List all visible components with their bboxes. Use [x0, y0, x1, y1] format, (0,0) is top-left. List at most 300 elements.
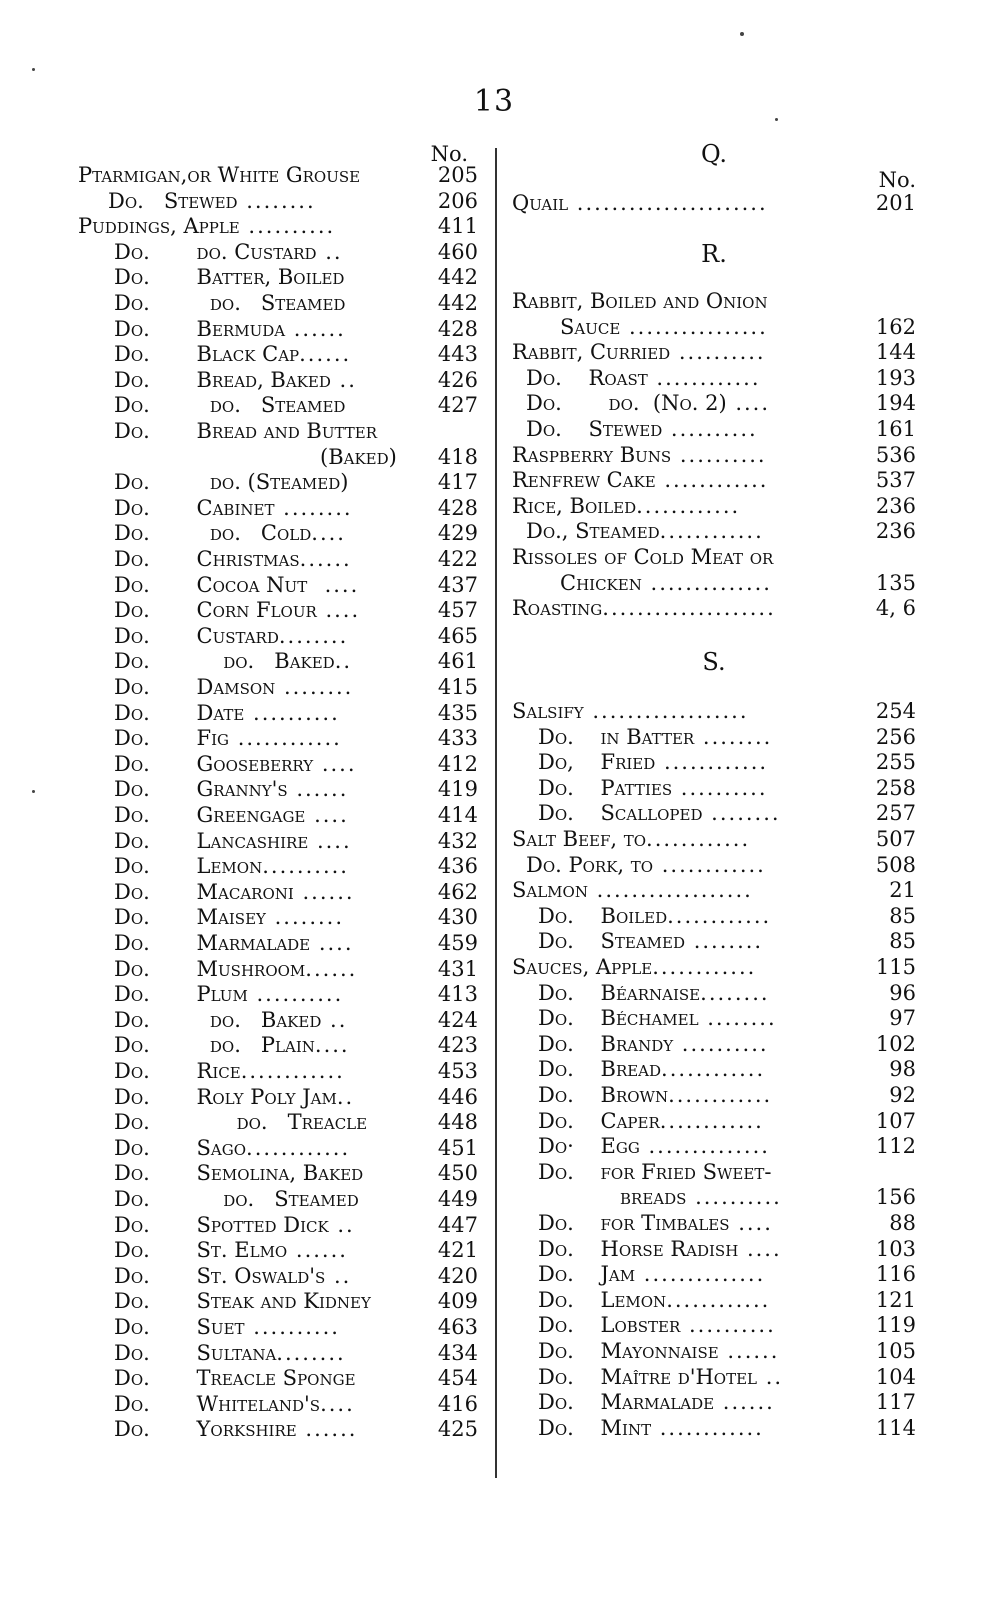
leader-dots: ......	[296, 1417, 358, 1442]
index-entry	[560, 570, 916, 596]
index-entry	[78, 162, 478, 188]
entry-label	[114, 853, 430, 879]
entry-label	[526, 852, 868, 878]
entry-label	[114, 725, 430, 751]
index-entry	[114, 290, 478, 316]
entry-number: 430	[437, 905, 478, 930]
entry-title: Do. Corn Flour	[114, 598, 317, 623]
entry-title: Do. do. (Steamed)	[114, 470, 349, 495]
entry-label	[114, 1237, 430, 1263]
entry-number: 411	[437, 214, 478, 239]
leader-dots: ....	[726, 391, 771, 416]
entry-title: Do. Bread and Butter	[114, 419, 378, 443]
leader-dots: ......	[293, 879, 355, 904]
leader-dots: ....	[313, 751, 357, 776]
leader-dots: ................	[620, 314, 768, 339]
entry-title: Do. Jam	[538, 1262, 636, 1287]
leader-dots: ..........	[673, 1031, 769, 1056]
entry-label	[538, 1056, 868, 1082]
entry-title: Do. for Timbales	[538, 1211, 730, 1235]
index-entry	[526, 852, 916, 878]
entry-number: 88	[889, 1211, 916, 1235]
entry-title: Rabbit, Curried	[512, 340, 671, 365]
entry-title: Do. Roast	[526, 365, 648, 390]
index-entry	[114, 1288, 478, 1314]
index-entry	[512, 339, 916, 365]
entry-number: 119	[875, 1313, 916, 1338]
entry-title: Do. Horse Radish	[538, 1236, 739, 1261]
entry-title: Do. Boiled	[538, 903, 668, 928]
entry-title: Rice, Boiled	[512, 493, 637, 518]
entry-number: 461	[437, 649, 478, 674]
index-entry	[512, 595, 916, 621]
entry-number: 431	[437, 956, 478, 981]
entry-title: Do. Greengage	[114, 803, 306, 827]
index-entry	[538, 980, 916, 1006]
entry-label	[114, 1212, 430, 1238]
entry-number: 429	[437, 521, 478, 546]
entry-title: Do. Lobster	[538, 1313, 681, 1338]
entry-number: 105	[875, 1339, 916, 1363]
entry-title: Do. do. Baked	[114, 649, 335, 674]
entry-label	[114, 930, 430, 956]
index-entry	[114, 802, 478, 828]
leader-dots: ..	[757, 1364, 784, 1389]
leader-dots: ............	[651, 1415, 764, 1440]
index-entry	[114, 853, 478, 879]
index-entry	[114, 776, 478, 802]
entry-label	[114, 1160, 430, 1186]
section-letter: R.	[701, 240, 727, 268]
section-letter: Q.	[700, 140, 728, 168]
section-letter: S.	[702, 648, 726, 676]
index-entry	[560, 314, 916, 340]
index-entry	[538, 749, 916, 775]
entry-title: Do. Whiteland's	[114, 1391, 321, 1416]
entry-title: Do. do. (No. 2)	[526, 391, 727, 416]
entry-title: (Baked)	[320, 444, 397, 469]
entry-label	[114, 956, 430, 982]
leader-dots: ..................	[587, 878, 753, 903]
entry-label	[114, 1186, 430, 1212]
leader-dots: ............	[668, 1083, 773, 1107]
entry-title: Rabbit, Boiled and Onion	[512, 289, 768, 313]
entry-label	[512, 954, 868, 980]
index-entry	[538, 1108, 916, 1134]
index-entry	[114, 879, 478, 905]
entry-label	[538, 928, 868, 954]
index-entry	[538, 1415, 916, 1441]
entry-label	[320, 444, 430, 470]
entry-number: 446	[437, 1084, 478, 1109]
index-entry	[526, 365, 916, 391]
entry-label	[538, 724, 868, 750]
entry-number: 193	[875, 365, 916, 390]
print-speck	[32, 790, 35, 793]
entry-title: Do. Fig	[114, 726, 230, 751]
leader-dots: ..........	[671, 442, 767, 467]
index-entry	[538, 1338, 916, 1364]
index-entry	[114, 1416, 478, 1442]
index-entry	[538, 1031, 916, 1057]
entry-title: Do. Damson	[114, 675, 276, 699]
index-entry	[538, 1159, 916, 1185]
print-speck	[32, 68, 35, 71]
index-entry	[538, 1133, 916, 1159]
leader-dots: ..........	[662, 417, 758, 441]
entry-label	[538, 980, 868, 1006]
leader-dots: ........	[694, 724, 773, 749]
entry-label	[512, 339, 868, 365]
leader-dots: ............	[655, 468, 769, 493]
index-entry	[114, 572, 478, 598]
leader-dots: ........	[275, 675, 354, 699]
entry-title: Renfrew Cake	[512, 468, 656, 493]
leader-dots: ....	[307, 572, 360, 597]
entry-title: Do., Steamed	[526, 519, 660, 544]
entry-title: Do. Scalloped	[538, 801, 703, 826]
entry-title: Do. Roly Poly Jam	[114, 1084, 337, 1109]
index-entry	[526, 518, 916, 544]
index-entry	[114, 418, 478, 444]
entry-label	[538, 800, 868, 826]
entry-number: 415	[437, 675, 478, 699]
entry-title: Do. Semolina, Baked	[114, 1161, 364, 1186]
index-entry	[114, 1032, 478, 1058]
entry-number: 435	[437, 700, 478, 725]
entry-number: 428	[437, 316, 478, 341]
leader-dots: ..............	[641, 570, 772, 595]
entry-number: 412	[437, 751, 478, 776]
index-entry	[538, 1056, 916, 1082]
leader-dots: ............	[246, 1135, 351, 1160]
entry-label	[538, 775, 868, 801]
entry-label	[78, 213, 430, 239]
entry-number: 451	[437, 1135, 478, 1160]
entry-number: 421	[437, 1238, 478, 1263]
leader-dots: ..........	[686, 1185, 782, 1210]
entry-title: Do. do. Custard	[114, 239, 317, 264]
entry-number: 453	[437, 1059, 478, 1083]
leader-dots: ............	[655, 750, 769, 775]
entry-title: Do. do. Cold	[114, 521, 312, 546]
entry-number: 425	[437, 1417, 478, 1442]
leader-dots: ....	[311, 521, 346, 546]
entry-number: 443	[437, 342, 478, 367]
index-entry	[114, 674, 478, 700]
number-column-header: No.	[878, 168, 916, 192]
entry-number: 537	[875, 468, 916, 493]
entry-number: 447	[437, 1212, 478, 1237]
entry-title: Rissoles of Cold Meat or	[512, 545, 774, 569]
index-entry	[114, 495, 478, 521]
index-entry	[512, 954, 916, 980]
leader-dots: ..	[316, 239, 343, 264]
index-entry	[512, 698, 916, 724]
index-entry	[114, 751, 478, 777]
entry-title: Do. Spotted Dick	[114, 1212, 329, 1237]
entry-title: Do. Plum	[114, 982, 248, 1007]
entry-label	[114, 546, 430, 572]
index-entry	[114, 1365, 478, 1391]
entry-title: Do. Marmalade	[538, 1390, 715, 1415]
entry-label	[114, 802, 430, 828]
entry-label	[114, 469, 430, 495]
leader-dots: ....	[320, 1391, 355, 1416]
entry-label	[108, 188, 430, 214]
entry-number: 255	[875, 750, 916, 775]
index-entry	[512, 826, 916, 852]
leader-dots: ..........	[262, 854, 349, 879]
entry-label	[114, 264, 430, 290]
leader-dots: ........	[274, 495, 353, 520]
entry-title: Do· Egg	[538, 1134, 640, 1159]
entry-number: 85	[889, 929, 916, 954]
entry-number: 115	[875, 955, 916, 979]
entry-number: 427	[437, 393, 478, 418]
entry-number: 454	[437, 1366, 478, 1391]
entry-label	[114, 674, 430, 700]
entry-label	[538, 903, 868, 929]
leader-dots: ..................	[583, 699, 749, 723]
leader-dots: ....	[308, 828, 352, 853]
entry-label	[114, 776, 430, 802]
entry-label	[538, 1108, 868, 1134]
entry-title: Do. do. Steamed	[114, 393, 346, 418]
entry-label	[512, 190, 868, 216]
entry-number: 162	[875, 314, 916, 339]
entry-title: Do. Date	[114, 700, 245, 725]
entry-number: 418	[437, 444, 478, 469]
entry-label	[114, 904, 430, 930]
leader-dots: ..	[328, 1212, 355, 1237]
index-entry	[114, 264, 478, 290]
entry-label	[538, 1287, 868, 1313]
index-entry	[620, 1184, 916, 1210]
leader-dots: ....	[310, 931, 354, 955]
entry-title: Do. for Fried Sweet-	[538, 1159, 772, 1184]
entry-title: Salt Beef, to	[512, 827, 647, 851]
entry-number: 437	[437, 572, 478, 597]
entry-number: 536	[875, 442, 916, 467]
entry-label	[114, 1109, 430, 1135]
leader-dots: ........	[698, 1006, 777, 1031]
index-entry	[512, 442, 916, 468]
entry-title: Do. Lancashire	[114, 828, 309, 853]
index-entry	[114, 520, 478, 546]
entry-number: 433	[437, 726, 478, 751]
entry-number: 457	[437, 598, 478, 623]
entry-title: Do. Marmalade	[114, 931, 311, 955]
index-entry	[114, 1135, 478, 1161]
entry-label	[114, 316, 430, 342]
entry-number: 236	[875, 493, 916, 518]
entry-title: Do. Stewed	[108, 188, 238, 213]
index-entry	[512, 493, 916, 519]
entry-number: 448	[437, 1110, 478, 1135]
entry-number: 507	[875, 827, 916, 851]
leader-dots: ........	[278, 623, 349, 648]
entry-title: Sauces, Apple	[512, 955, 653, 979]
index-entry	[320, 444, 478, 470]
entry-label	[78, 162, 430, 188]
entry-title: Do. St. Oswald's	[114, 1263, 326, 1288]
leader-dots: ..	[334, 649, 353, 674]
leader-dots: ............	[229, 726, 342, 751]
leader-dots: ..........	[670, 340, 766, 365]
entry-label	[526, 390, 868, 416]
index-entry	[538, 928, 916, 954]
entry-title: Do. Mint	[538, 1415, 652, 1440]
entry-number: 161	[875, 417, 916, 441]
leader-dots: ............	[667, 903, 772, 928]
index-entry	[114, 930, 478, 956]
index-entry	[114, 239, 478, 265]
entry-label	[114, 981, 430, 1007]
entry-number: 465	[437, 623, 478, 648]
entry-number: 236	[875, 519, 916, 544]
entry-label	[114, 1135, 430, 1161]
entry-title: Do. Yorkshire	[114, 1417, 297, 1442]
leader-dots: ............	[646, 827, 751, 851]
entry-title: Puddings, Apple	[78, 214, 240, 239]
entry-title: Do. Pork, to	[526, 852, 654, 877]
entry-label	[114, 623, 430, 649]
entry-title: Do. Stewed	[526, 417, 663, 441]
leader-dots: ..	[325, 1263, 352, 1288]
entry-number: 254	[875, 699, 916, 723]
print-speck	[740, 32, 744, 36]
entry-label	[512, 595, 868, 621]
entry-label	[114, 1007, 430, 1033]
entry-label	[512, 698, 868, 724]
entry-number: 98	[889, 1057, 916, 1082]
entry-number: 107	[875, 1108, 916, 1133]
entry-number: 449	[437, 1187, 478, 1211]
entry-label	[114, 290, 430, 316]
index-entry	[114, 981, 478, 1007]
entry-label	[114, 1416, 430, 1442]
entry-label	[538, 1082, 868, 1108]
entry-label	[114, 1058, 430, 1084]
entry-number: 156	[875, 1185, 916, 1210]
entry-label	[114, 1263, 430, 1289]
entry-label	[114, 418, 430, 444]
entry-title: Quail	[512, 191, 569, 215]
index-entry	[114, 648, 478, 674]
entry-number: 420	[437, 1263, 478, 1288]
index-entry	[114, 725, 478, 751]
index-entry	[512, 877, 916, 903]
entry-label	[114, 341, 430, 367]
entry-number: 121	[875, 1287, 916, 1312]
entry-label	[512, 467, 868, 493]
entry-number: 428	[437, 495, 478, 520]
entry-label	[512, 493, 868, 519]
entry-label	[538, 1031, 868, 1057]
entry-label	[560, 570, 868, 596]
entry-title: Sauce	[560, 314, 621, 339]
entry-number: 434	[437, 1340, 478, 1365]
index-entry	[114, 700, 478, 726]
entry-title: Do. Brown	[538, 1083, 669, 1107]
entry-number: 422	[437, 547, 478, 571]
entry-label	[114, 495, 430, 521]
entry-number: 96	[889, 980, 916, 1005]
entry-title: Do. Christmas	[114, 547, 300, 571]
entry-label	[538, 1005, 868, 1031]
leader-dots: ..............	[635, 1262, 766, 1287]
leader-dots: ..........	[247, 982, 344, 1007]
index-entry	[538, 1005, 916, 1031]
index-entry	[512, 190, 916, 216]
entry-title: Do. Caper	[538, 1108, 660, 1133]
entry-number: 4, 6	[875, 596, 916, 621]
entry-number: 450	[437, 1161, 478, 1186]
entry-title: Do. Lemon	[538, 1287, 667, 1312]
entry-label	[526, 518, 868, 544]
entry-title: Do. Granny's	[114, 777, 288, 802]
entry-number: 112	[875, 1134, 916, 1159]
leader-dots: ......	[287, 1238, 348, 1263]
index-entry	[512, 288, 916, 314]
index-entry	[538, 1287, 916, 1313]
leader-dots: ....................	[602, 596, 776, 621]
entry-label	[114, 597, 430, 623]
leader-dots: ..	[321, 1007, 348, 1032]
index-entry	[526, 416, 916, 442]
index-entry	[114, 1263, 478, 1289]
entry-label	[114, 520, 430, 546]
index-entry	[538, 1261, 916, 1287]
entry-label	[114, 1340, 430, 1366]
index-entry	[538, 1082, 916, 1108]
entry-number: 104	[875, 1364, 916, 1389]
entry-number: 417	[437, 470, 478, 495]
entry-title: Do. Gooseberry	[114, 751, 314, 776]
leader-dots: ............	[666, 1287, 771, 1312]
entry-title: Do. Sultana	[114, 1340, 277, 1365]
entry-number: 459	[437, 931, 478, 955]
entry-number: 21	[889, 878, 916, 903]
entry-title: Do. Mayonnaise	[538, 1339, 719, 1363]
index-entry	[78, 213, 478, 239]
entry-title: Chicken	[560, 570, 642, 595]
entry-label	[538, 1236, 868, 1262]
index-entry	[538, 903, 916, 929]
entry-title: Do. Steamed	[538, 929, 686, 954]
leader-dots: ..........	[239, 214, 336, 239]
index-entry	[114, 956, 478, 982]
index-entry	[512, 544, 916, 570]
entry-number: 103	[875, 1236, 916, 1261]
entry-label	[512, 288, 868, 314]
entry-number: 97	[889, 1006, 916, 1031]
leader-dots: ........	[265, 905, 345, 930]
leader-dots: ..........	[680, 1313, 776, 1338]
index-entry	[538, 1312, 916, 1338]
entry-number: 419	[437, 777, 478, 802]
leader-dots: ....	[738, 1236, 782, 1261]
leader-dots: ............	[659, 519, 764, 544]
entry-title: Do. Cabinet	[114, 495, 275, 520]
entry-label	[538, 1338, 868, 1364]
entry-number: 462	[437, 879, 478, 904]
entry-label	[114, 1288, 430, 1314]
leader-dots: ............	[240, 1059, 345, 1083]
leader-dots: ............	[636, 493, 741, 518]
entry-number: 205	[437, 163, 478, 187]
